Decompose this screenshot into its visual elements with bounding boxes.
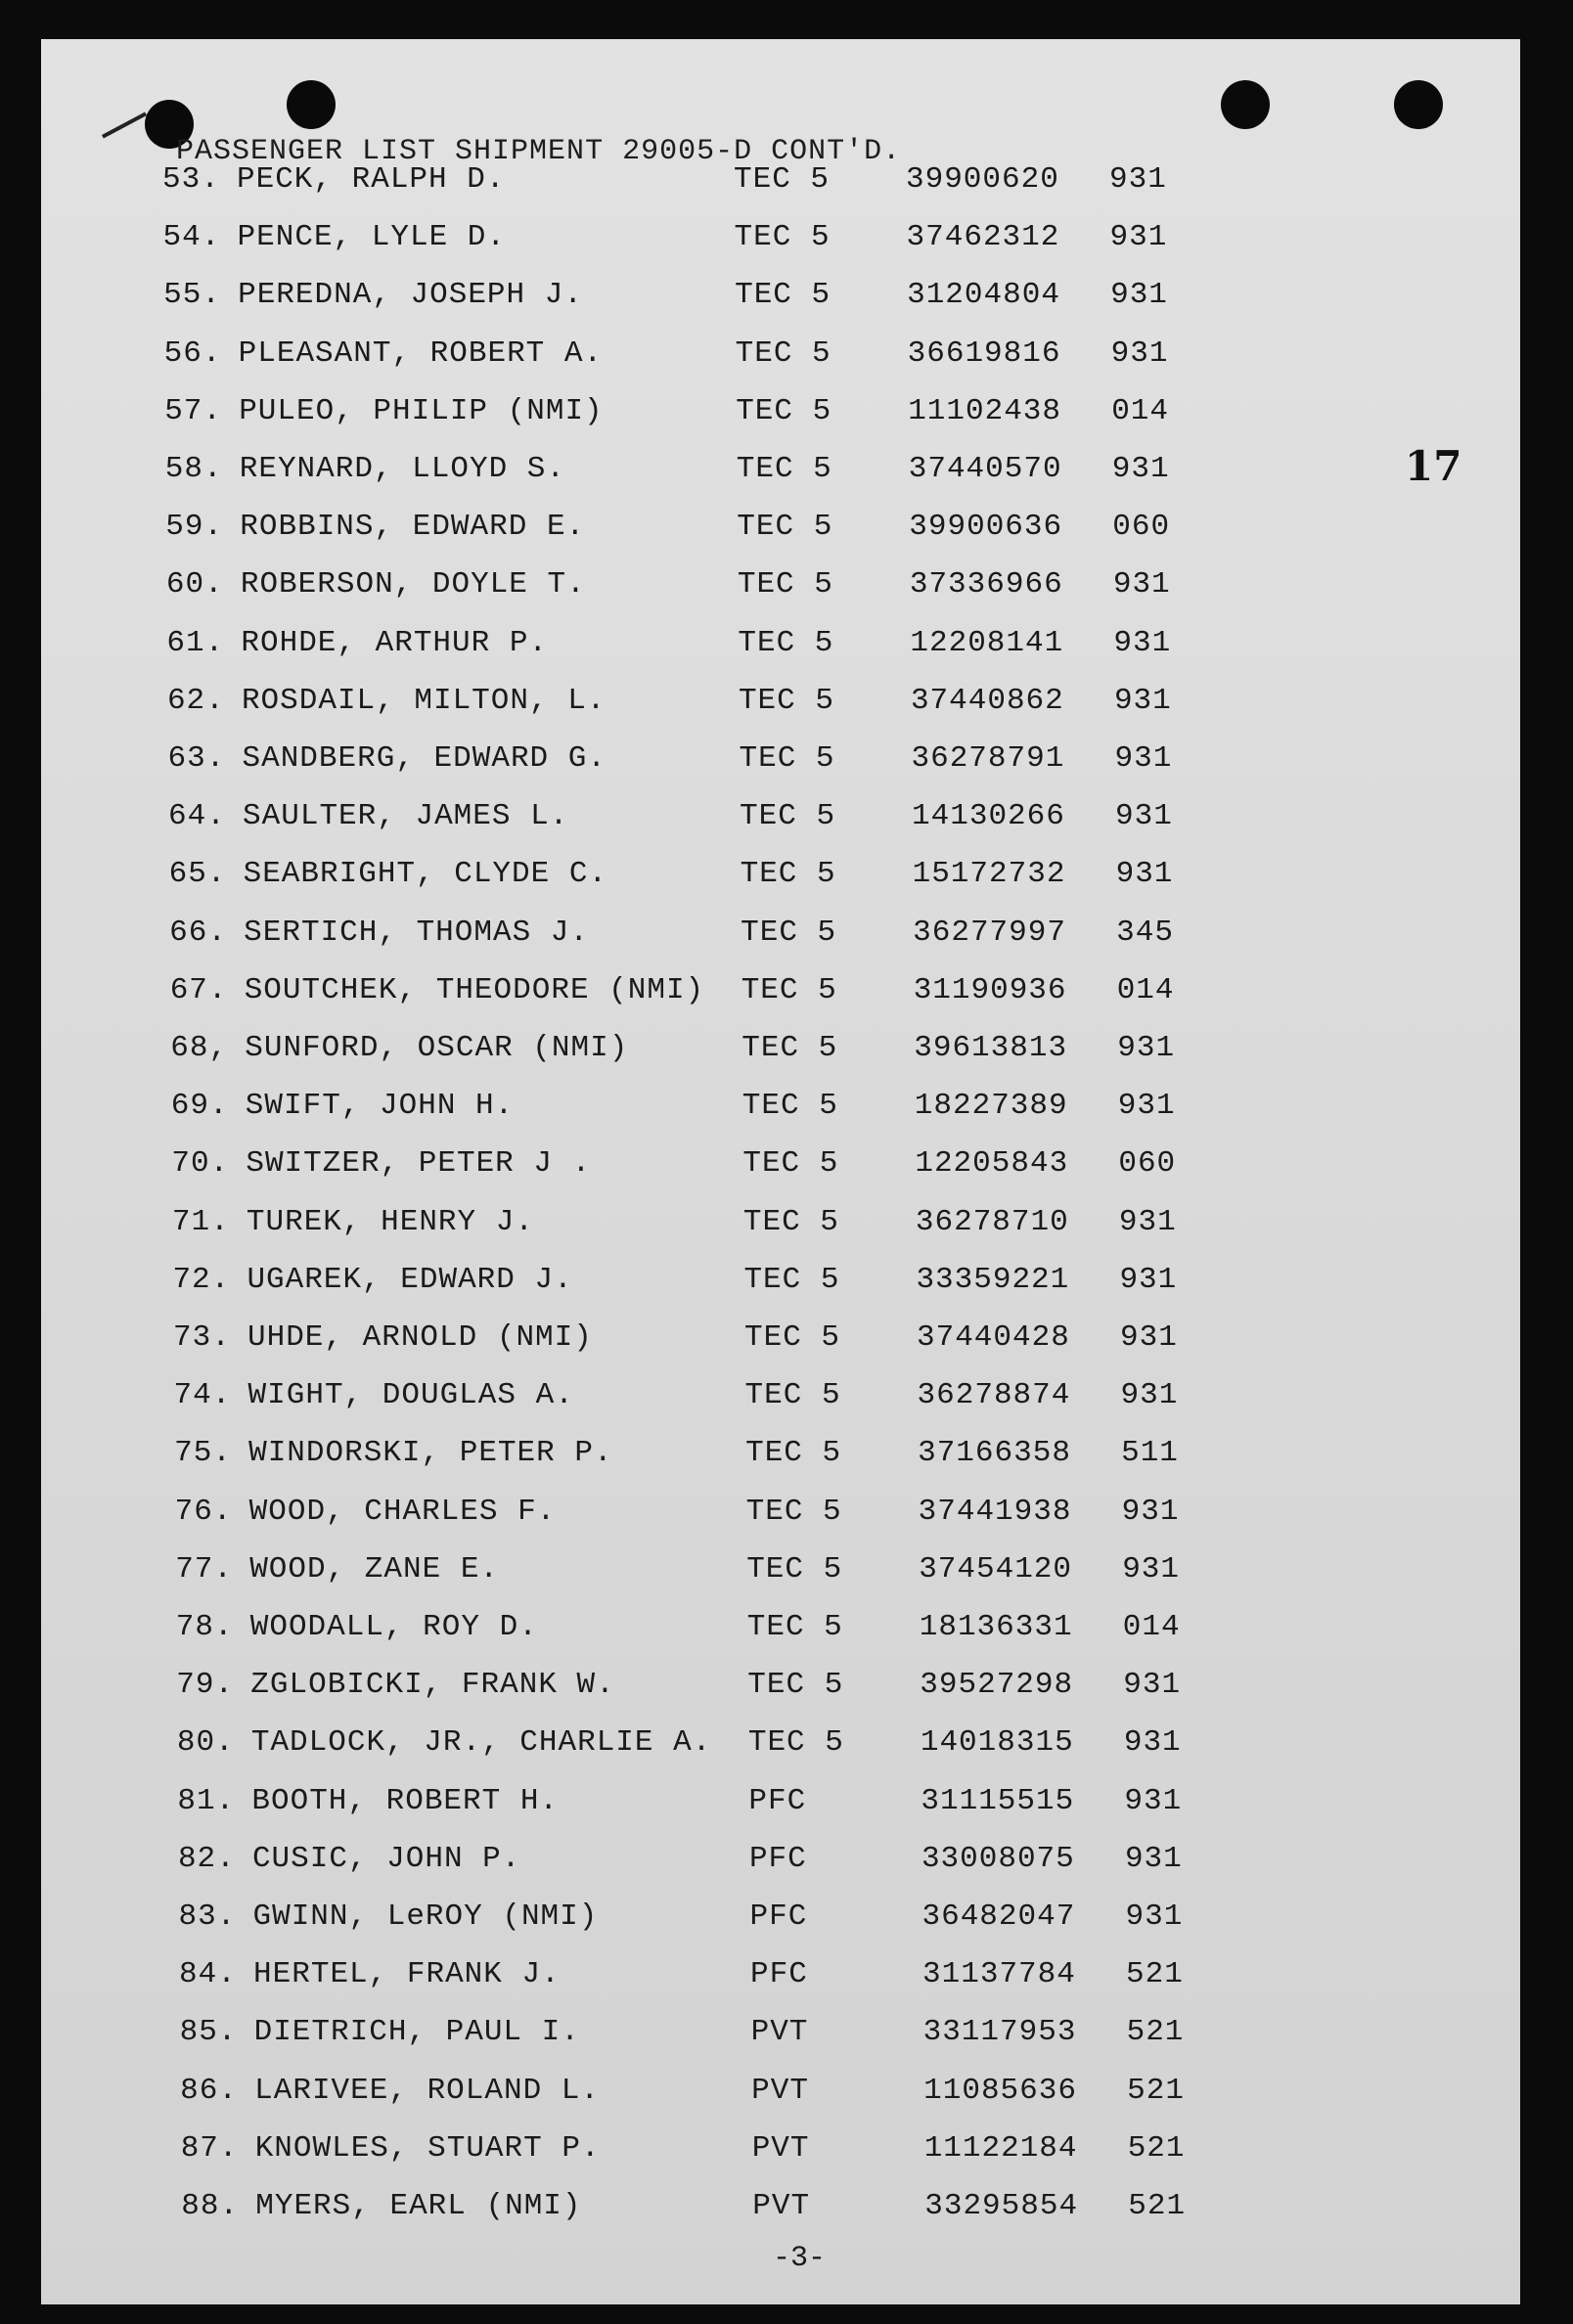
- entry-number: 82.: [177, 1841, 236, 1876]
- code-number: 931: [1117, 1089, 1176, 1124]
- code-number: 931: [1124, 1841, 1183, 1876]
- entry-number: 71.: [171, 1204, 230, 1239]
- list-item: [162, 162, 1434, 201]
- entry-number: 63.: [167, 741, 226, 776]
- list-item: [163, 278, 1435, 317]
- entry-number: 72.: [172, 1262, 231, 1297]
- rank: TEC 5: [743, 1262, 840, 1297]
- rank: TEC 5: [735, 335, 831, 371]
- list-item: [174, 1378, 1446, 1417]
- list-item: [169, 916, 1441, 955]
- passenger-name: WOOD, CHARLES F.: [248, 1494, 557, 1529]
- serial-number: 37440862: [910, 683, 1064, 718]
- list-item: [175, 1495, 1447, 1534]
- passenger-name: TUREK, HENRY J.: [246, 1204, 534, 1239]
- list-item: [169, 857, 1441, 896]
- entry-number: 81.: [177, 1783, 236, 1818]
- passenger-name: WIGHT, DOUGLAS A.: [247, 1378, 574, 1413]
- serial-number: 37336966: [909, 567, 1063, 603]
- entry-number: 84.: [179, 1957, 237, 1992]
- rank: TEC 5: [742, 1031, 838, 1065]
- rank: TEC 5: [734, 162, 831, 197]
- list-item: [177, 1784, 1449, 1823]
- serial-number: 37441938: [918, 1494, 1072, 1529]
- rank: TEC 5: [735, 278, 831, 313]
- rank: TEC 5: [741, 915, 837, 950]
- list-item: [172, 1263, 1444, 1302]
- passenger-name: WINDORSKI, PETER P.: [248, 1436, 613, 1471]
- serial-number: 37462312: [906, 220, 1060, 255]
- passenger-name: PENCE, LYLE D.: [237, 220, 506, 255]
- serial-number: 14018315: [920, 1725, 1074, 1761]
- entry-number: 57.: [164, 393, 222, 428]
- passenger-name: PULEO, PHILIP (NMI): [239, 393, 604, 428]
- serial-number: 37440428: [917, 1320, 1070, 1355]
- rank: TEC 5: [744, 1320, 841, 1355]
- code-number: 931: [1121, 1494, 1180, 1529]
- serial-number: 11102438: [908, 393, 1062, 428]
- code-number: 931: [1117, 1031, 1176, 1065]
- code-number: 931: [1109, 220, 1168, 255]
- serial-number: 36278791: [911, 741, 1065, 776]
- entry-number: 80.: [176, 1725, 235, 1761]
- code-number: 931: [1123, 1725, 1182, 1761]
- list-item: [170, 1031, 1442, 1070]
- code-number: 521: [1128, 2189, 1187, 2223]
- serial-number: 39527298: [920, 1668, 1074, 1703]
- serial-number: 36619816: [907, 335, 1061, 371]
- entry-number: 78.: [175, 1610, 234, 1644]
- list-item: [180, 2015, 1452, 2054]
- list-item: [181, 2131, 1453, 2170]
- passenger-name: SUNFORD, OSCAR (NMI): [245, 1031, 629, 1065]
- list-item: [175, 1552, 1447, 1591]
- entry-number: 70.: [171, 1146, 230, 1182]
- list-item: [164, 394, 1436, 433]
- entry-number: 53.: [162, 162, 220, 197]
- serial-number: 18227389: [914, 1089, 1068, 1124]
- code-number: 931: [1110, 278, 1168, 313]
- rank: TEC 5: [742, 1089, 838, 1124]
- serial-number: 14130266: [912, 799, 1065, 834]
- entry-number: 54.: [162, 220, 221, 255]
- passenger-name: PECK, RALPH D.: [237, 162, 506, 197]
- code-number: 931: [1114, 741, 1173, 776]
- code-number: 521: [1127, 2073, 1185, 2108]
- rank: PFC: [748, 1841, 807, 1876]
- passenger-name: SEABRIGHT, CLYDE C.: [243, 857, 608, 892]
- list-item: [176, 1610, 1448, 1649]
- rank: TEC 5: [741, 972, 837, 1007]
- entry-number: 88.: [181, 2189, 240, 2223]
- rank: TEC 5: [737, 567, 833, 603]
- rank: TEC 5: [736, 452, 832, 486]
- rank: PVT: [751, 2073, 809, 2108]
- entry-number: 76.: [174, 1494, 233, 1529]
- serial-number: 39900636: [909, 510, 1063, 545]
- list-item: [166, 567, 1438, 606]
- list-item: [173, 1320, 1445, 1360]
- passenger-name: CUSIC, JOHN P.: [251, 1841, 521, 1876]
- code-number: 345: [1116, 915, 1174, 950]
- page-mark: 17: [1405, 442, 1462, 490]
- passenger-name: DIETRICH, PAUL I.: [253, 2015, 580, 2050]
- passenger-name: ROBERSON, DOYLE T.: [240, 567, 586, 603]
- entry-number: 66.: [169, 915, 227, 950]
- rank: TEC 5: [742, 1146, 839, 1182]
- code-number: 931: [1120, 1378, 1179, 1413]
- serial-number: 11085636: [923, 2073, 1077, 2108]
- list-item: [170, 973, 1442, 1012]
- passenger-name: ROBBINS, EDWARD E.: [240, 510, 586, 545]
- list-item: [181, 2189, 1453, 2228]
- rank: TEC 5: [734, 220, 831, 255]
- passenger-name: SWIFT, JOHN H.: [245, 1089, 515, 1124]
- list-item: [165, 510, 1437, 549]
- rank: TEC 5: [742, 1204, 839, 1239]
- code-number: 931: [1118, 1204, 1177, 1239]
- rank: TEC 5: [739, 741, 835, 776]
- list-item: [171, 1146, 1443, 1185]
- serial-number: 37440570: [908, 452, 1062, 486]
- serial-number: 18136331: [919, 1610, 1073, 1644]
- code-number: 931: [1110, 335, 1169, 371]
- passenger-name: UGAREK, EDWARD J.: [247, 1262, 573, 1297]
- code-number: 521: [1127, 2130, 1186, 2166]
- list-item: [174, 1436, 1446, 1475]
- list-item: [171, 1089, 1443, 1128]
- code-number: 014: [1116, 972, 1175, 1007]
- passenger-name: SOUTCHEK, THEODORE (NMI): [244, 972, 705, 1007]
- serial-number: 37454120: [919, 1551, 1073, 1587]
- rank: PVT: [752, 2189, 811, 2223]
- passenger-name: GWINN, LeROY (NMI): [252, 1899, 599, 1934]
- entry-number: 62.: [166, 683, 225, 718]
- entry-number: 86.: [180, 2073, 238, 2108]
- passenger-name: MYERS, EARL (NMI): [255, 2189, 582, 2223]
- serial-number: 36278710: [915, 1204, 1069, 1239]
- serial-number: 36482047: [921, 1899, 1076, 1934]
- code-number: 931: [1120, 1320, 1178, 1355]
- serial-number: 39900620: [906, 162, 1059, 197]
- serial-number: 12205843: [915, 1146, 1069, 1182]
- serial-number: 31137784: [922, 1957, 1076, 1992]
- entry-number: 68,: [170, 1031, 229, 1065]
- entry-number: 79.: [176, 1668, 235, 1703]
- passenger-name: SAULTER, JAMES L.: [243, 799, 569, 834]
- code-number: 060: [1118, 1146, 1177, 1182]
- list-item: [180, 2074, 1452, 2113]
- entry-number: 61.: [166, 625, 225, 660]
- entry-number: 73.: [173, 1320, 231, 1355]
- rank: TEC 5: [737, 510, 833, 545]
- code-number: 014: [1111, 393, 1169, 428]
- code-number: 511: [1121, 1436, 1179, 1471]
- entry-number: 87.: [180, 2130, 239, 2166]
- entry-number: 55.: [163, 278, 221, 313]
- code-number: 931: [1125, 1899, 1184, 1934]
- passenger-name: WOODALL, ROY D.: [249, 1610, 538, 1644]
- serial-number: 31115515: [921, 1783, 1075, 1818]
- entry-number: 58.: [164, 452, 223, 486]
- list-item: [177, 1725, 1449, 1765]
- code-number: 931: [1109, 162, 1167, 197]
- code-number: 931: [1119, 1262, 1178, 1297]
- rank: TEC 5: [745, 1436, 842, 1471]
- rank: TEC 5: [740, 857, 836, 892]
- rank: TEC 5: [738, 683, 834, 718]
- list-item: [165, 452, 1437, 491]
- serial-number: 36277997: [913, 915, 1066, 950]
- rank: TEC 5: [738, 625, 834, 660]
- serial-number: 12208141: [910, 625, 1064, 660]
- code-number: 014: [1122, 1610, 1181, 1644]
- code-number: 931: [1122, 1551, 1180, 1587]
- entry-number: 85.: [179, 2015, 238, 2050]
- list-item: [166, 626, 1438, 665]
- entry-number: 74.: [173, 1378, 232, 1413]
- entry-number: 69.: [170, 1089, 229, 1124]
- serial-number: 33295854: [924, 2189, 1079, 2223]
- code-number: 931: [1113, 625, 1172, 660]
- passenger-name: SWITZER, PETER J .: [246, 1146, 592, 1182]
- rank: TEC 5: [747, 1725, 844, 1761]
- passenger-name: SERTICH, THOMAS J.: [244, 915, 589, 950]
- code-number: 931: [1115, 857, 1174, 892]
- serial-number: 11122184: [923, 2130, 1078, 2166]
- rank: TEC 5: [744, 1378, 841, 1413]
- passenger-name: REYNARD, LLOYD S.: [239, 452, 566, 486]
- rank: TEC 5: [746, 1610, 843, 1644]
- rank: TEC 5: [736, 393, 832, 428]
- rank: PFC: [748, 1783, 807, 1818]
- serial-number: 39613813: [914, 1031, 1068, 1065]
- passenger-name: PLEASANT, ROBERT A.: [238, 335, 604, 371]
- code-number: 931: [1111, 452, 1170, 486]
- code-number: 931: [1124, 1783, 1183, 1818]
- list-item: [164, 336, 1436, 376]
- rank: PVT: [750, 2015, 809, 2050]
- entry-number: 64.: [168, 799, 226, 834]
- list-item: [163, 220, 1435, 259]
- list-item: [179, 1899, 1451, 1939]
- rank: PFC: [750, 1957, 808, 1992]
- rank: TEC 5: [746, 1551, 843, 1587]
- code-number: 931: [1112, 567, 1171, 603]
- code-number: 931: [1113, 683, 1172, 718]
- entry-number: 59.: [165, 510, 224, 545]
- rank: TEC 5: [747, 1668, 844, 1703]
- list-item: [176, 1668, 1448, 1707]
- passenger-name: WOOD, ZANE E.: [249, 1551, 500, 1587]
- code-number: 521: [1126, 2015, 1185, 2050]
- list-item: [172, 1205, 1444, 1244]
- serial-number: 33117953: [922, 2015, 1077, 2050]
- serial-number: 33359221: [916, 1262, 1070, 1297]
- passenger-name: ROHDE, ARTHUR P.: [241, 625, 549, 660]
- serial-number: 37166358: [918, 1436, 1071, 1471]
- list-item: [168, 741, 1440, 781]
- passenger-name: ROSDAIL, MILTON, L.: [241, 683, 607, 718]
- passenger-name: BOOTH, ROBERT H.: [251, 1783, 560, 1818]
- passenger-name: UHDE, ARNOLD (NMI): [247, 1320, 593, 1355]
- list-item: [179, 1957, 1451, 1996]
- entry-number: 83.: [178, 1899, 237, 1934]
- rank: TEC 5: [745, 1494, 842, 1529]
- rank: PFC: [749, 1899, 808, 1934]
- passenger-name: HERTEL, FRANK J.: [253, 1957, 561, 1992]
- passenger-name: ZGLOBICKI, FRANK W.: [250, 1668, 615, 1703]
- passenger-name: LARIVEE, ROLAND L.: [254, 2073, 600, 2108]
- passenger-name: SANDBERG, EDWARD G.: [242, 741, 607, 776]
- code-number: 931: [1123, 1668, 1182, 1703]
- page-number: -3-: [773, 2242, 827, 2275]
- passenger-name: TADLOCK, JR., CHARLIE A.: [250, 1725, 712, 1761]
- serial-number: 33008075: [921, 1841, 1075, 1876]
- code-number: 521: [1126, 1957, 1184, 1992]
- code-number: 060: [1112, 510, 1171, 545]
- list-item: [168, 799, 1440, 838]
- entry-number: 77.: [175, 1551, 233, 1587]
- serial-number: 31190936: [913, 972, 1067, 1007]
- entry-number: 67.: [169, 972, 228, 1007]
- list-item: [178, 1842, 1450, 1881]
- rank: TEC 5: [740, 799, 836, 834]
- entry-number: 60.: [165, 567, 224, 603]
- entry-number: 56.: [163, 335, 222, 371]
- serial-number: 15172732: [912, 857, 1066, 892]
- entry-number: 75.: [174, 1436, 232, 1471]
- serial-number: 36278874: [917, 1378, 1071, 1413]
- rank: PVT: [751, 2130, 810, 2166]
- entry-number: 65.: [168, 857, 227, 892]
- list-item: [167, 684, 1439, 723]
- serial-number: 31204804: [907, 278, 1060, 313]
- passenger-name: PEREDNA, JOSEPH J.: [238, 278, 583, 313]
- passenger-name: KNOWLES, STUART P.: [254, 2130, 601, 2166]
- list-header: PASSENGER LIST SHIPMENT 29005-D CONT'D.: [176, 135, 902, 168]
- code-number: 931: [1115, 799, 1173, 834]
